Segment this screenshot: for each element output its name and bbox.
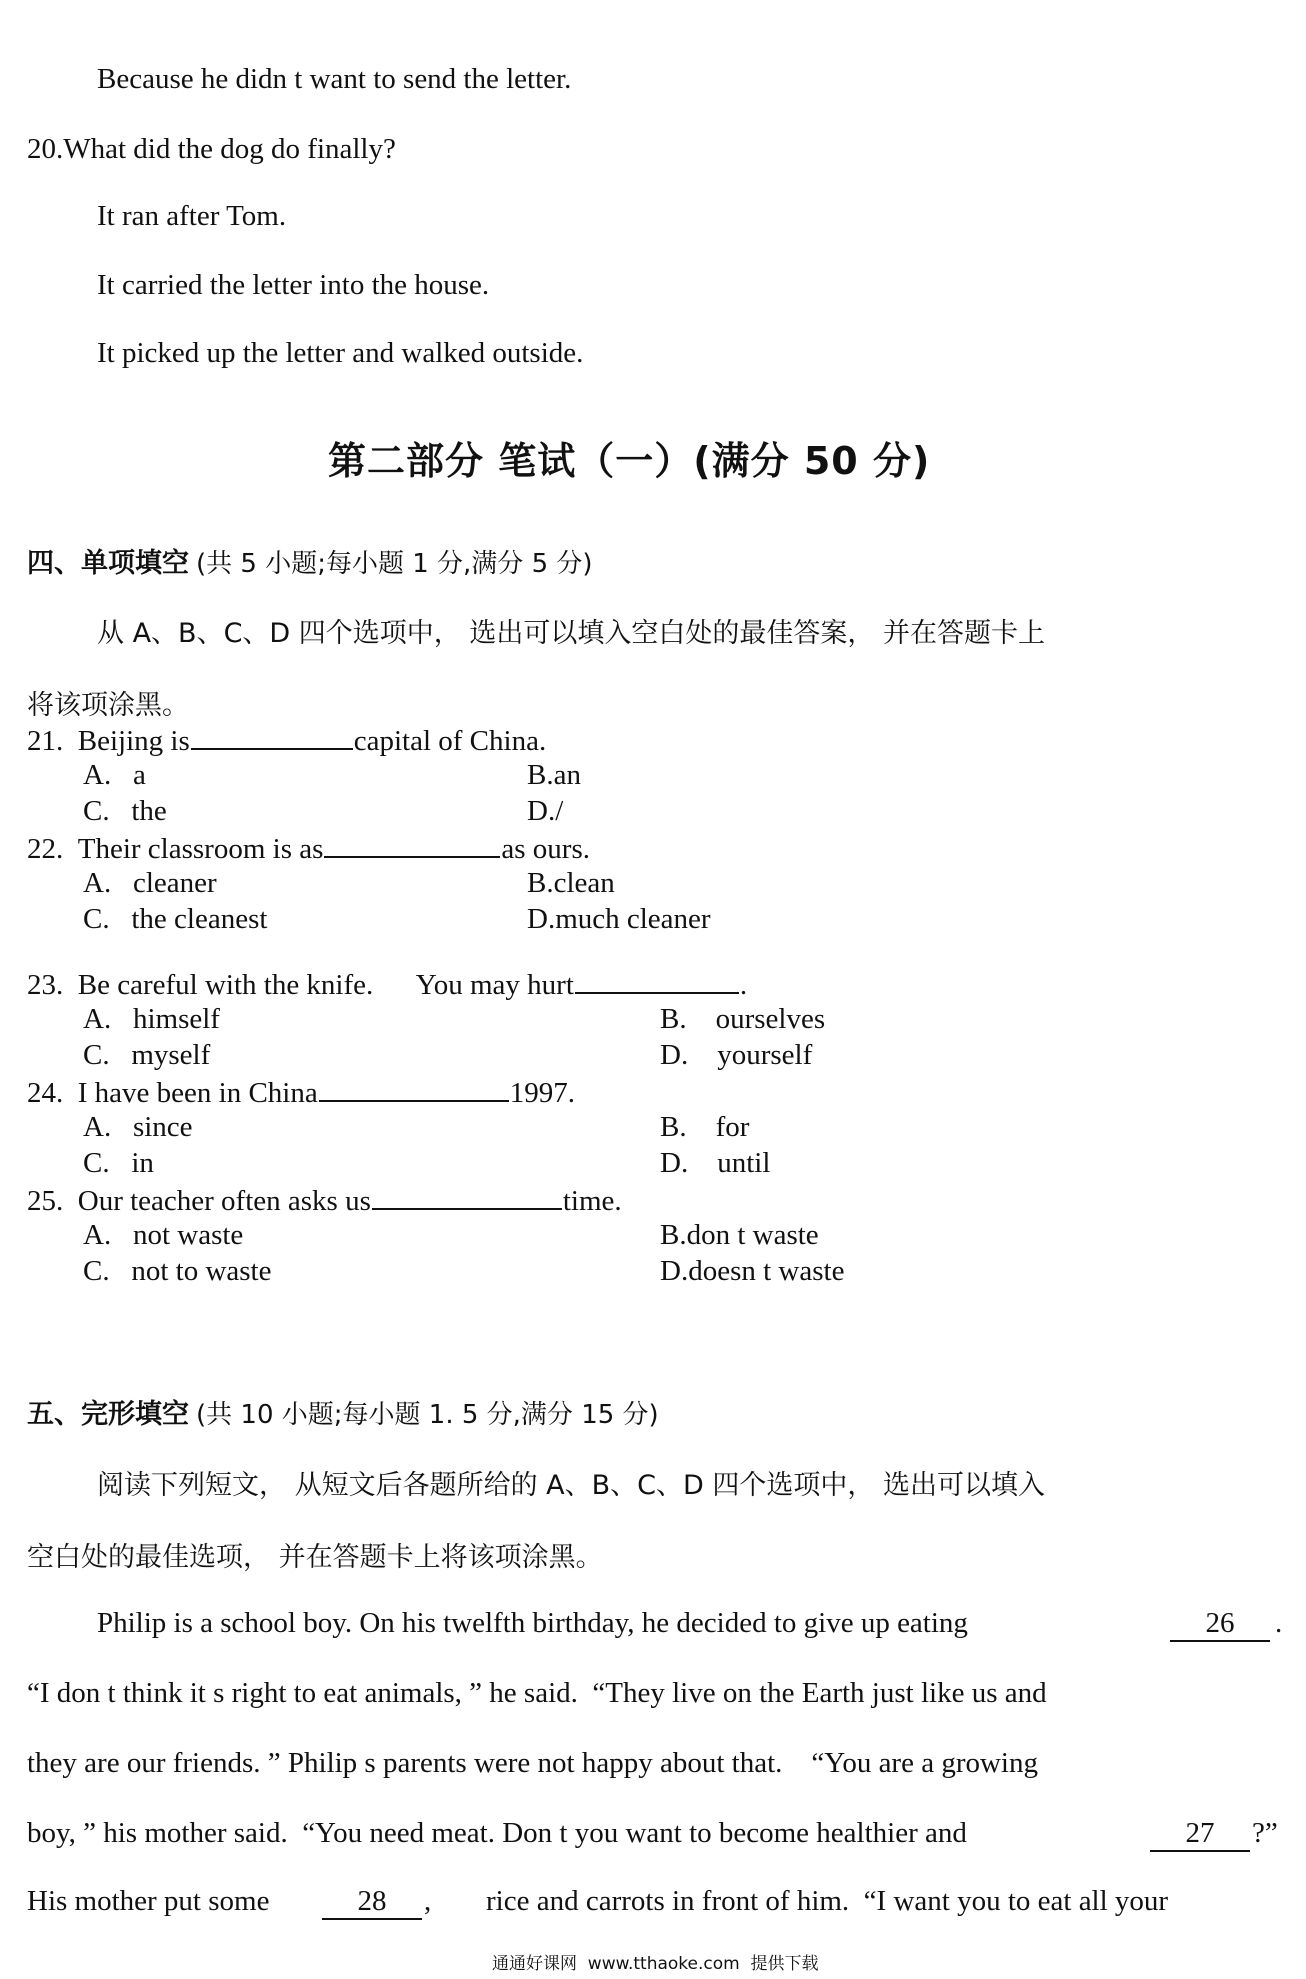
passage-line-2: “I don t think it s right to eat animals, ” he said. “They live on the Earth just like us and <box>27 1677 1047 1709</box>
question-24: 24. I have been in China 1997. <box>27 1074 575 1110</box>
option-a: A. since <box>83 1111 193 1143</box>
option-line: It carried the letter into the house. <box>97 269 490 301</box>
section5-heading <box>27 1392 659 1431</box>
footer-text: 通通好课网 www.tthaoke.com 提供下载 <box>492 1954 819 1974</box>
option-d: D. until <box>660 1147 771 1179</box>
option-line: It picked up the letter and walked outside. <box>97 337 584 369</box>
passage-line-4: boy, ” his mother said. “You need meat. Don t you want to become healthier and <box>27 1817 967 1849</box>
option-c: C. not to waste <box>83 1255 272 1287</box>
option-a: A. himself <box>83 1003 220 1035</box>
question-25: 25. Our teacher often asks us time. <box>27 1182 622 1218</box>
option-b: B. for <box>660 1111 750 1143</box>
option-b: B.don t waste <box>660 1219 819 1251</box>
option-b: B. ourselves <box>660 1003 826 1035</box>
question-20: 20.What did the dog do finally? <box>27 133 396 165</box>
blank-26: 26 <box>1170 1606 1274 1642</box>
section4-instruction: 从 A、B、C、D 四个选项中， 选出可以填入空白处的最佳答案， 并在答题卡上 <box>97 618 1045 649</box>
option-c: C. the cleanest <box>83 903 268 935</box>
section4-instruction-2: 将该项涂黑。 <box>27 690 189 721</box>
passage-line-5a: His mother put some <box>27 1885 270 1917</box>
section4-heading <box>27 541 593 580</box>
option-line: It ran after Tom. <box>97 200 287 232</box>
option-a: A. not waste <box>83 1219 244 1251</box>
question-21: 21. Beijing is capital of China. <box>27 722 546 758</box>
section5-title: 五、完形填空 <box>27 1399 189 1430</box>
option-a: A. a <box>83 759 146 791</box>
section4-note: (共 5 小题;每小题 1 分,满分 5 分) <box>196 549 593 579</box>
section5-instruction-2: 空白处的最佳选项， 并在答题卡上将该项涂黑。 <box>27 1542 603 1573</box>
passage-line-3: they are our friends. ” Philip s parents were not happy about that. “You are a growing <box>27 1747 1038 1779</box>
option-b: B.clean <box>527 867 615 899</box>
section5-instruction: 阅读下列短文， 从短文后各题所给的 A、B、C、D 四个选项中， 选出可以填入 <box>97 1470 1045 1501</box>
option-c: C. myself <box>83 1039 211 1071</box>
option-d: D./ <box>527 795 564 827</box>
part-title: 第二部分 笔试（一）(满分 50 分) <box>328 439 931 483</box>
blank-27: 27 <box>1150 1816 1250 1852</box>
option-b: B.an <box>527 759 581 791</box>
blank-28: 28 <box>322 1884 422 1920</box>
passage-line-1: Philip is a school boy. On his twelfth birthday, he decided to give up eating <box>97 1607 968 1639</box>
section5-note: (共 10 小题;每小题 1. 5 分,满分 15 分) <box>196 1400 659 1430</box>
question-23: 23. Be careful with the knife. You may hurt . <box>27 966 747 1002</box>
text-line: Because he didn t want to send the letter. <box>97 63 572 95</box>
option-d: D. yourself <box>660 1039 813 1071</box>
question-22: 22. Their classroom is as as ours. <box>27 830 590 866</box>
option-c: C. the <box>83 795 167 827</box>
comma: , <box>424 1885 432 1917</box>
quote-end: ?” <box>1252 1817 1278 1849</box>
period: . <box>1275 1607 1283 1639</box>
option-d: D.doesn t waste <box>660 1255 845 1287</box>
option-d: D.much cleaner <box>527 903 711 935</box>
option-c: C. in <box>83 1147 154 1179</box>
option-a: A. cleaner <box>83 867 217 899</box>
passage-line-5b: rice and carrots in front of him. “I want you to eat all your <box>486 1885 1169 1917</box>
section4-title: 四、单项填空 <box>27 548 189 579</box>
